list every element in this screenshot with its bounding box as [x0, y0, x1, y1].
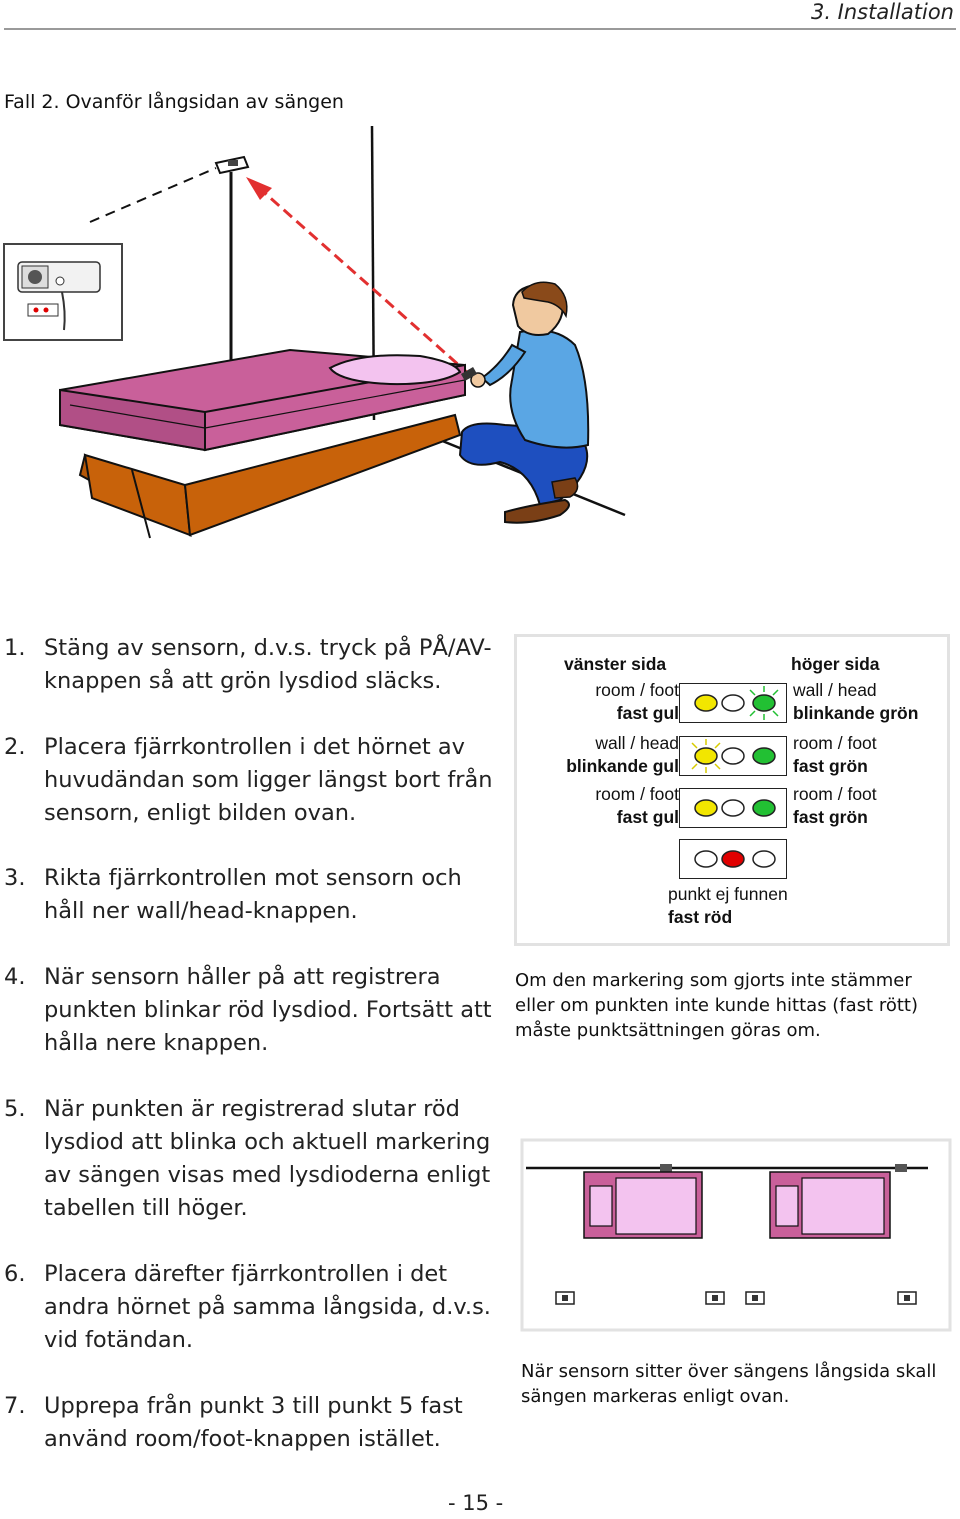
step-number: 6.	[4, 1261, 26, 1287]
led-row-left-label: room / foot fast gul	[595, 680, 679, 723]
off-led	[722, 695, 744, 711]
step-item	[4, 1093, 504, 1225]
chapter-heading: 3. Installation	[810, 0, 954, 24]
header-divider	[4, 28, 956, 30]
step-item	[4, 1258, 504, 1357]
page-number: - 15 -	[448, 1491, 504, 1515]
step-item	[4, 731, 504, 830]
bed-top-view	[584, 1172, 702, 1238]
step-item	[4, 961, 504, 1060]
led-row-right-label: wall / head blinkande grön	[793, 680, 919, 723]
off-led	[722, 800, 744, 816]
not-found-label: punkt ej funnen fast röd	[668, 884, 788, 927]
step-text: Rikta fjärrkontrollen mot sensorn och håll ner wall/head-knappen.	[44, 865, 462, 924]
bed-top-view	[770, 1172, 890, 1238]
green-led-blinking	[750, 686, 778, 720]
step-number: 3.	[4, 865, 26, 891]
person-with-remote	[460, 282, 588, 522]
green-led	[753, 748, 775, 764]
step-text: Placera fjärrkontrollen i det hörnet av huvudändan som ligger längst bort från sensorn, enligt bilden ovan.	[44, 734, 493, 826]
right-side-header: höger sida	[791, 654, 880, 674]
left-side-header: vänster sida	[564, 654, 667, 674]
red-led	[722, 851, 744, 867]
led-indicator-box	[679, 683, 787, 723]
led-row-left-label: room / foot fast gul	[595, 784, 679, 827]
sensor-device	[216, 157, 248, 173]
off-led	[695, 851, 717, 867]
step-text: Stäng av sensorn, d.v.s. tryck på PÅ/AV-knappen så att grön lysdiod släcks.	[44, 635, 492, 694]
led-indicator-box	[679, 788, 787, 828]
step-number: 7.	[4, 1393, 26, 1419]
step-number: 4.	[4, 964, 26, 990]
marking-note: När sensorn sitter över sängens långsida skall sängen markeras enligt ovan.	[521, 1361, 937, 1407]
bed	[60, 350, 465, 538]
sensor-detail-inset	[4, 244, 122, 340]
yellow-led	[695, 800, 717, 816]
yellow-led-blinking	[692, 739, 720, 773]
step-text: När punkten är registrerad slutar röd lysdiod att blinka och aktuell markering av sängen visas med lysdioderna enligt tabellen till höger.	[44, 1096, 491, 1221]
step-text: Upprepa från punkt 3 till punkt 5 fast använd room/foot-knappen istället.	[44, 1393, 463, 1452]
step-item	[4, 1390, 504, 1456]
led-indicator-table	[514, 634, 950, 946]
yellow-led	[695, 695, 717, 711]
step-text: Placera därefter fjärrkontrollen i det andra hörnet på samma långsida, d.v.s. vid fotändan.	[44, 1261, 491, 1353]
step-item	[4, 862, 504, 928]
off-led	[722, 748, 744, 764]
step-number: 1.	[4, 635, 26, 661]
off-led	[753, 851, 775, 867]
sensor-marker	[895, 1164, 907, 1172]
step-item	[4, 632, 504, 698]
led-row-right-label: room / foot fast grön	[793, 733, 877, 776]
step-text: När sensorn håller på att registrera punkten blinkar röd lysdiod. Fortsätt att hålla nere knappen.	[44, 964, 492, 1056]
step-number: 5.	[4, 1096, 26, 1122]
step-number: 2.	[4, 734, 26, 760]
section-title: Fall 2. Ovanför långsidan av sängen	[4, 91, 344, 113]
bed-marking-diagram	[520, 1138, 952, 1332]
redo-note: Om den markering som gjorts inte stämmer eller om punkten inte kunde hittas (fast rött) måste punktsättningen göras om.	[515, 970, 918, 1041]
led-indicator-box	[679, 839, 787, 879]
green-led	[753, 800, 775, 816]
led-indicator-box	[679, 736, 787, 776]
led-row-right-label: room / foot fast grön	[793, 784, 877, 827]
led-row-left-label: wall / head blinkande gul	[566, 733, 679, 776]
bed-installation-illustration	[0, 120, 640, 540]
sensor-marker	[660, 1164, 672, 1172]
